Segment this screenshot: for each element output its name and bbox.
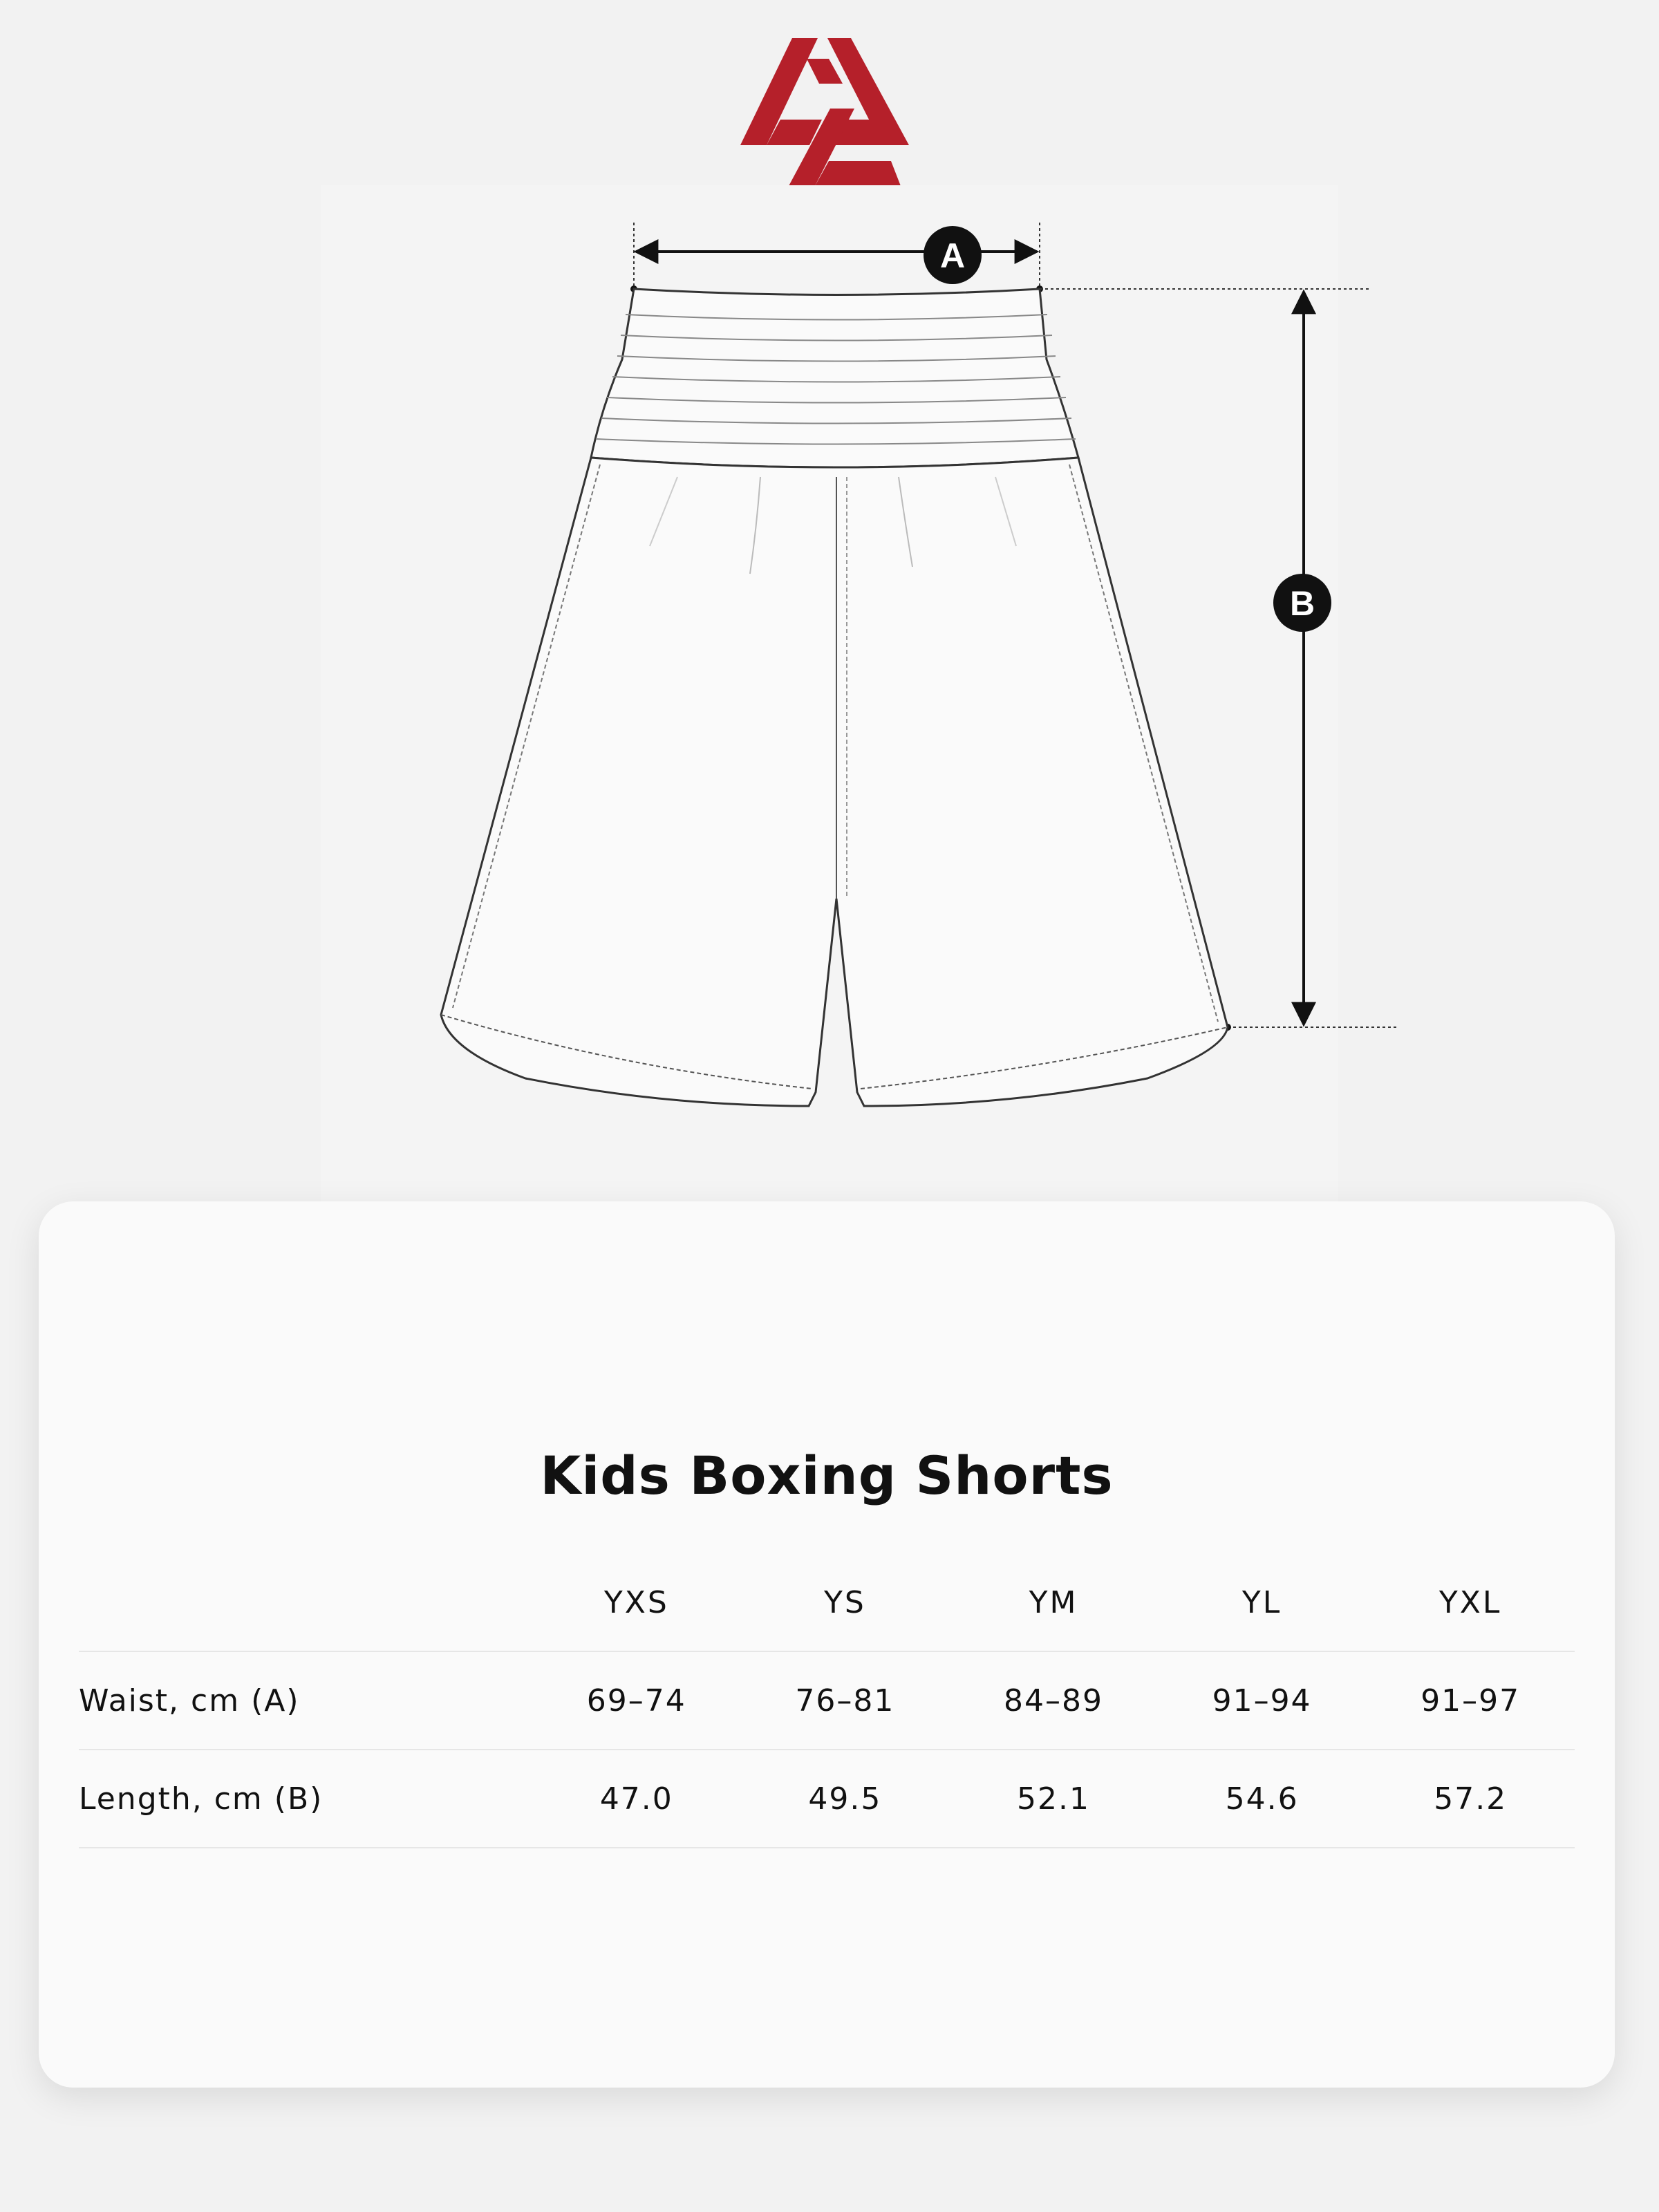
size-column-header: YM <box>949 1554 1158 1651</box>
shorts-legs <box>441 458 1228 1106</box>
size-chart-card <box>39 1201 1615 2088</box>
table-header-row <box>79 1554 1575 1651</box>
table-cell: 69–74 <box>532 1651 741 1750</box>
table-cell: 84–89 <box>949 1651 1158 1750</box>
shorts-waistband <box>591 289 1078 467</box>
table-cell: 76–81 <box>741 1651 950 1750</box>
svg-text:A: A <box>939 236 966 275</box>
chart-title: Kids Boxing Shorts <box>540 1445 1114 1506</box>
table-cell: 54.6 <box>1158 1750 1367 1848</box>
size-column-header: YS <box>741 1554 950 1651</box>
row-label: Length, cm (B) <box>79 1750 532 1848</box>
size-column-header: YXL <box>1366 1554 1575 1651</box>
row-label: Waist, cm (A) <box>79 1651 532 1750</box>
marker-a <box>924 226 982 284</box>
table-row <box>79 1750 1575 1848</box>
table-cell: 49.5 <box>741 1750 950 1848</box>
table-header-label <box>79 1554 532 1651</box>
size-column-header: YL <box>1158 1554 1367 1651</box>
table-row <box>79 1651 1575 1750</box>
table-cell: 91–97 <box>1366 1651 1575 1750</box>
table-cell: 91–94 <box>1158 1651 1367 1750</box>
marker-b <box>1273 574 1331 632</box>
svg-text:B: B <box>1289 584 1315 623</box>
table-cell: 52.1 <box>949 1750 1158 1848</box>
table-cell: 47.0 <box>532 1750 741 1848</box>
table-cell: 57.2 <box>1366 1750 1575 1848</box>
size-column-header: YXS <box>532 1554 741 1651</box>
size-table <box>79 1554 1575 1848</box>
